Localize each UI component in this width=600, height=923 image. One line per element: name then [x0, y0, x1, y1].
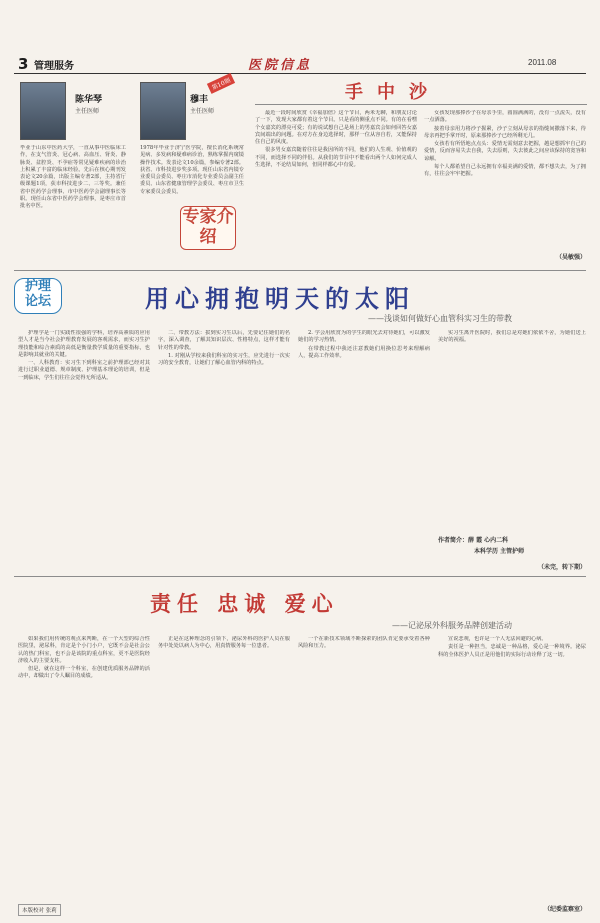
header-divider [14, 73, 586, 74]
hand-column-title: 手中沙 [345, 82, 441, 103]
resp-para-5: 宣说悲观，也许是一个人无法回避的心病。 [448, 636, 547, 642]
nursing-para-5: 2. 学会用欣赏为的学生的眼光去对待她们，可以激发她们的学习热情。 [298, 330, 430, 344]
responsibility-title: 责任 忠诚 爱心 [150, 592, 339, 616]
hand-column-text-right [424, 110, 586, 260]
nursing-subtitle: ——浅谈如何做好心血管科实习生的带教 [368, 314, 512, 323]
nursing-col-3 [298, 330, 430, 530]
nursing-forum-tag [14, 278, 62, 314]
nursing-signature-1: 作者简介：薛 霞 心内二科 [438, 537, 509, 544]
nursing-para-6: 在带教过程中我还注意教她们用换位思考来理解病人，提高工作效率。 [298, 345, 430, 359]
hand-para-5: 女孩若有所悟地点点头：爱情无需刻意去把握，越是想抓牢自己的爱情，反而容易失去自我，失去原则，失去彼此之间应该保持的宽容和谅解。 [424, 141, 586, 162]
hand-para-6: 每个人都希望自己永远拥有幸福美满的爱情，都不想失去，为了拥有，往往会牢牢把握。 [424, 164, 586, 178]
responsibility-col-4 [438, 636, 586, 894]
hand-column-author: （吴敏强） [555, 254, 586, 261]
resp-para-3: 正是在这种理念的引领下，泌尿外科的医护人员在服务中处处以病人为中心，用真情服务每一位患者。 [158, 636, 290, 650]
section-title: 管理服务 [34, 61, 74, 72]
hand-para-2: 很多男女嘉宾随着往往是我因所的不同，他们的人生观、价值观的不同，而选择不同的伴侣。从我们的节目中不能看出两个人如何完成人生选择，不论结局如何，但同样都心中有爱。 [255, 147, 417, 169]
expert2-bio: 1978年毕业于济宁医学院，擅长消化系统常见病、多发病和疑难病诊治，熟练掌握内窥镜操作技术。发表论文10余篇，参编专著2部。获省、市科技进步奖多项。现任山东省内镜专业委员会委员、枣庄市消化专业委员会副主任委员、山东省健康管理学会委员、枣庄市卫生专家委员会委员。 [140, 145, 244, 195]
expert-intro-box [180, 206, 236, 250]
expert2-name: 穆丰 [190, 95, 209, 105]
issue-date: 2011.08 [528, 58, 557, 67]
nursing-col-4 [438, 330, 586, 530]
hand-column-text-left [255, 110, 417, 260]
expert2-title: 主任医师 [190, 108, 215, 115]
nursing-col-2 [158, 330, 290, 530]
masthead-logo: 医院信息 [248, 58, 313, 73]
nursing-title: 用心拥抱明天的太阳 [145, 285, 415, 313]
hand-para-1: 最近一段时间欣赏《幸福加倍》这个节目，两米无聊，和朋友讨论了一下，发现大家都有着这个节目。只是看的侧重点不同。有的在看嘿个女嘉宾的漂亮可爱；有的说试想自己是场上的男嘉宾会如何回答女嘉宾间端出的问题。在对方在身边选择时，那样一位从容自若，又能保持住自己的风度。 [255, 110, 417, 146]
resp-para-6: 责任是一种担当，忠诚是一种品格，爱心是一种境界。泌尿科的全体医护人员正是用他们的实际行动诠释了这一切。 [438, 644, 586, 658]
resp-para-2: 但是，就在这样一个科室，在创建优质服务品牌的活动中，却做出了令人瞩目的成绩。 [18, 666, 150, 680]
nursing-para-7: 实习生离开医院时，我们总是对她们依依不舍，为她们送上美好的祝福。 [438, 330, 586, 344]
hand-column-rule [255, 104, 587, 105]
responsibility-col-2 [158, 636, 290, 906]
expert1-bio: 毕业于山东中医药大学，一直从事中医临床工作，在支气管炎、冠心病、高血压、肾炎、静脉炎、盆腔炎、不孕症等常见疑难疾病的诊治上积累了丰富的临床经验。先后在核心期刊发表论文20余篇，出版主编专著2部，主持省厅级课题1项，获市科技进步二、三等奖。兼任省中医药学会理事、市中医药学会副理事长等职。现任山东省中医药学会理事，是枣庄市首批名中医。 [20, 145, 126, 210]
hand-para-4: 接着母亲用力将沙子握紧，沙子立刻从母亲的指缝间撒落下来，待母亲再把手掌开时，原来那捧沙子已经所剩无几。 [424, 125, 586, 139]
expert1-title: 主任医师 [75, 108, 100, 115]
page-number: 3 [18, 55, 29, 73]
nursing-col-1 [18, 330, 150, 530]
responsibility-author: （纪委监察室） [543, 906, 586, 913]
expert1-photo [20, 82, 66, 140]
nursing-tag-line1: 护理 [24, 279, 51, 294]
expert-intro-label: 专家介绍 [182, 207, 234, 247]
resp-para-4: 一个在新技术领域不断探索的团队肯定要承受着各种风险和压力。 [298, 636, 430, 650]
section-divider-2 [14, 576, 586, 577]
nursing-continued: （未完，转下期） [537, 564, 586, 571]
responsibility-col-1 [18, 636, 150, 880]
expert1-name: 陈华琴 [75, 95, 103, 105]
nursing-para-3: 二、带教方法：拔到实习生以后，先要记住她们的名字，深入调查，了解其知识层次、性格特点，这样才能有针对性的带教。 [158, 330, 290, 351]
nursing-signature-2: 本科学历 主管护师 [474, 548, 525, 555]
section-divider-1 [14, 270, 586, 271]
nursing-para-4: 1. 对刚从学校来我们科室的实习生，应先进行一次实习的安全教育，让她们了解心血管内科的特点。 [158, 352, 290, 367]
hand-para-3: 女孩发现那捧沙子在母亲手里，圆圆满满的，没有一点流失，没有一点洒落。 [424, 110, 586, 124]
nursing-tag-line2: 论坛 [24, 294, 51, 309]
expert2-photo [140, 82, 186, 140]
nursing-para-1: 护理学是一门实践性很强的学科，培养高素质的应用型人才是当今社会护理教育发展的客观需求，而实习生护理技能和综合素质的高低是衡量教学质量的重要指标，也是影响其就业的关键。 [18, 330, 150, 358]
issue-badge: 第10期 [207, 73, 235, 94]
resp-para-1: 如果我们用传统的观点来判断，在一个大型的综合性医院里，泌尿科，肯定是个小门小户，它既不会是社会公认的热门科室，也不会是该院的重点科室，更不是医院经济收入的主要支柱。 [18, 636, 150, 664]
responsibility-col-3 [298, 636, 430, 906]
nursing-para-2: 一、人科教育：实习生下到科室之前护理部已经对其进行过职业道德、规章制度、护理基本理论的培训，但是一到临床，学生们往往会觉得无所适从。 [18, 360, 150, 381]
editor-box: 本版校对 张莉 [18, 904, 61, 916]
responsibility-subtitle: ——记泌尿外科服务品牌创建活动 [392, 621, 512, 630]
